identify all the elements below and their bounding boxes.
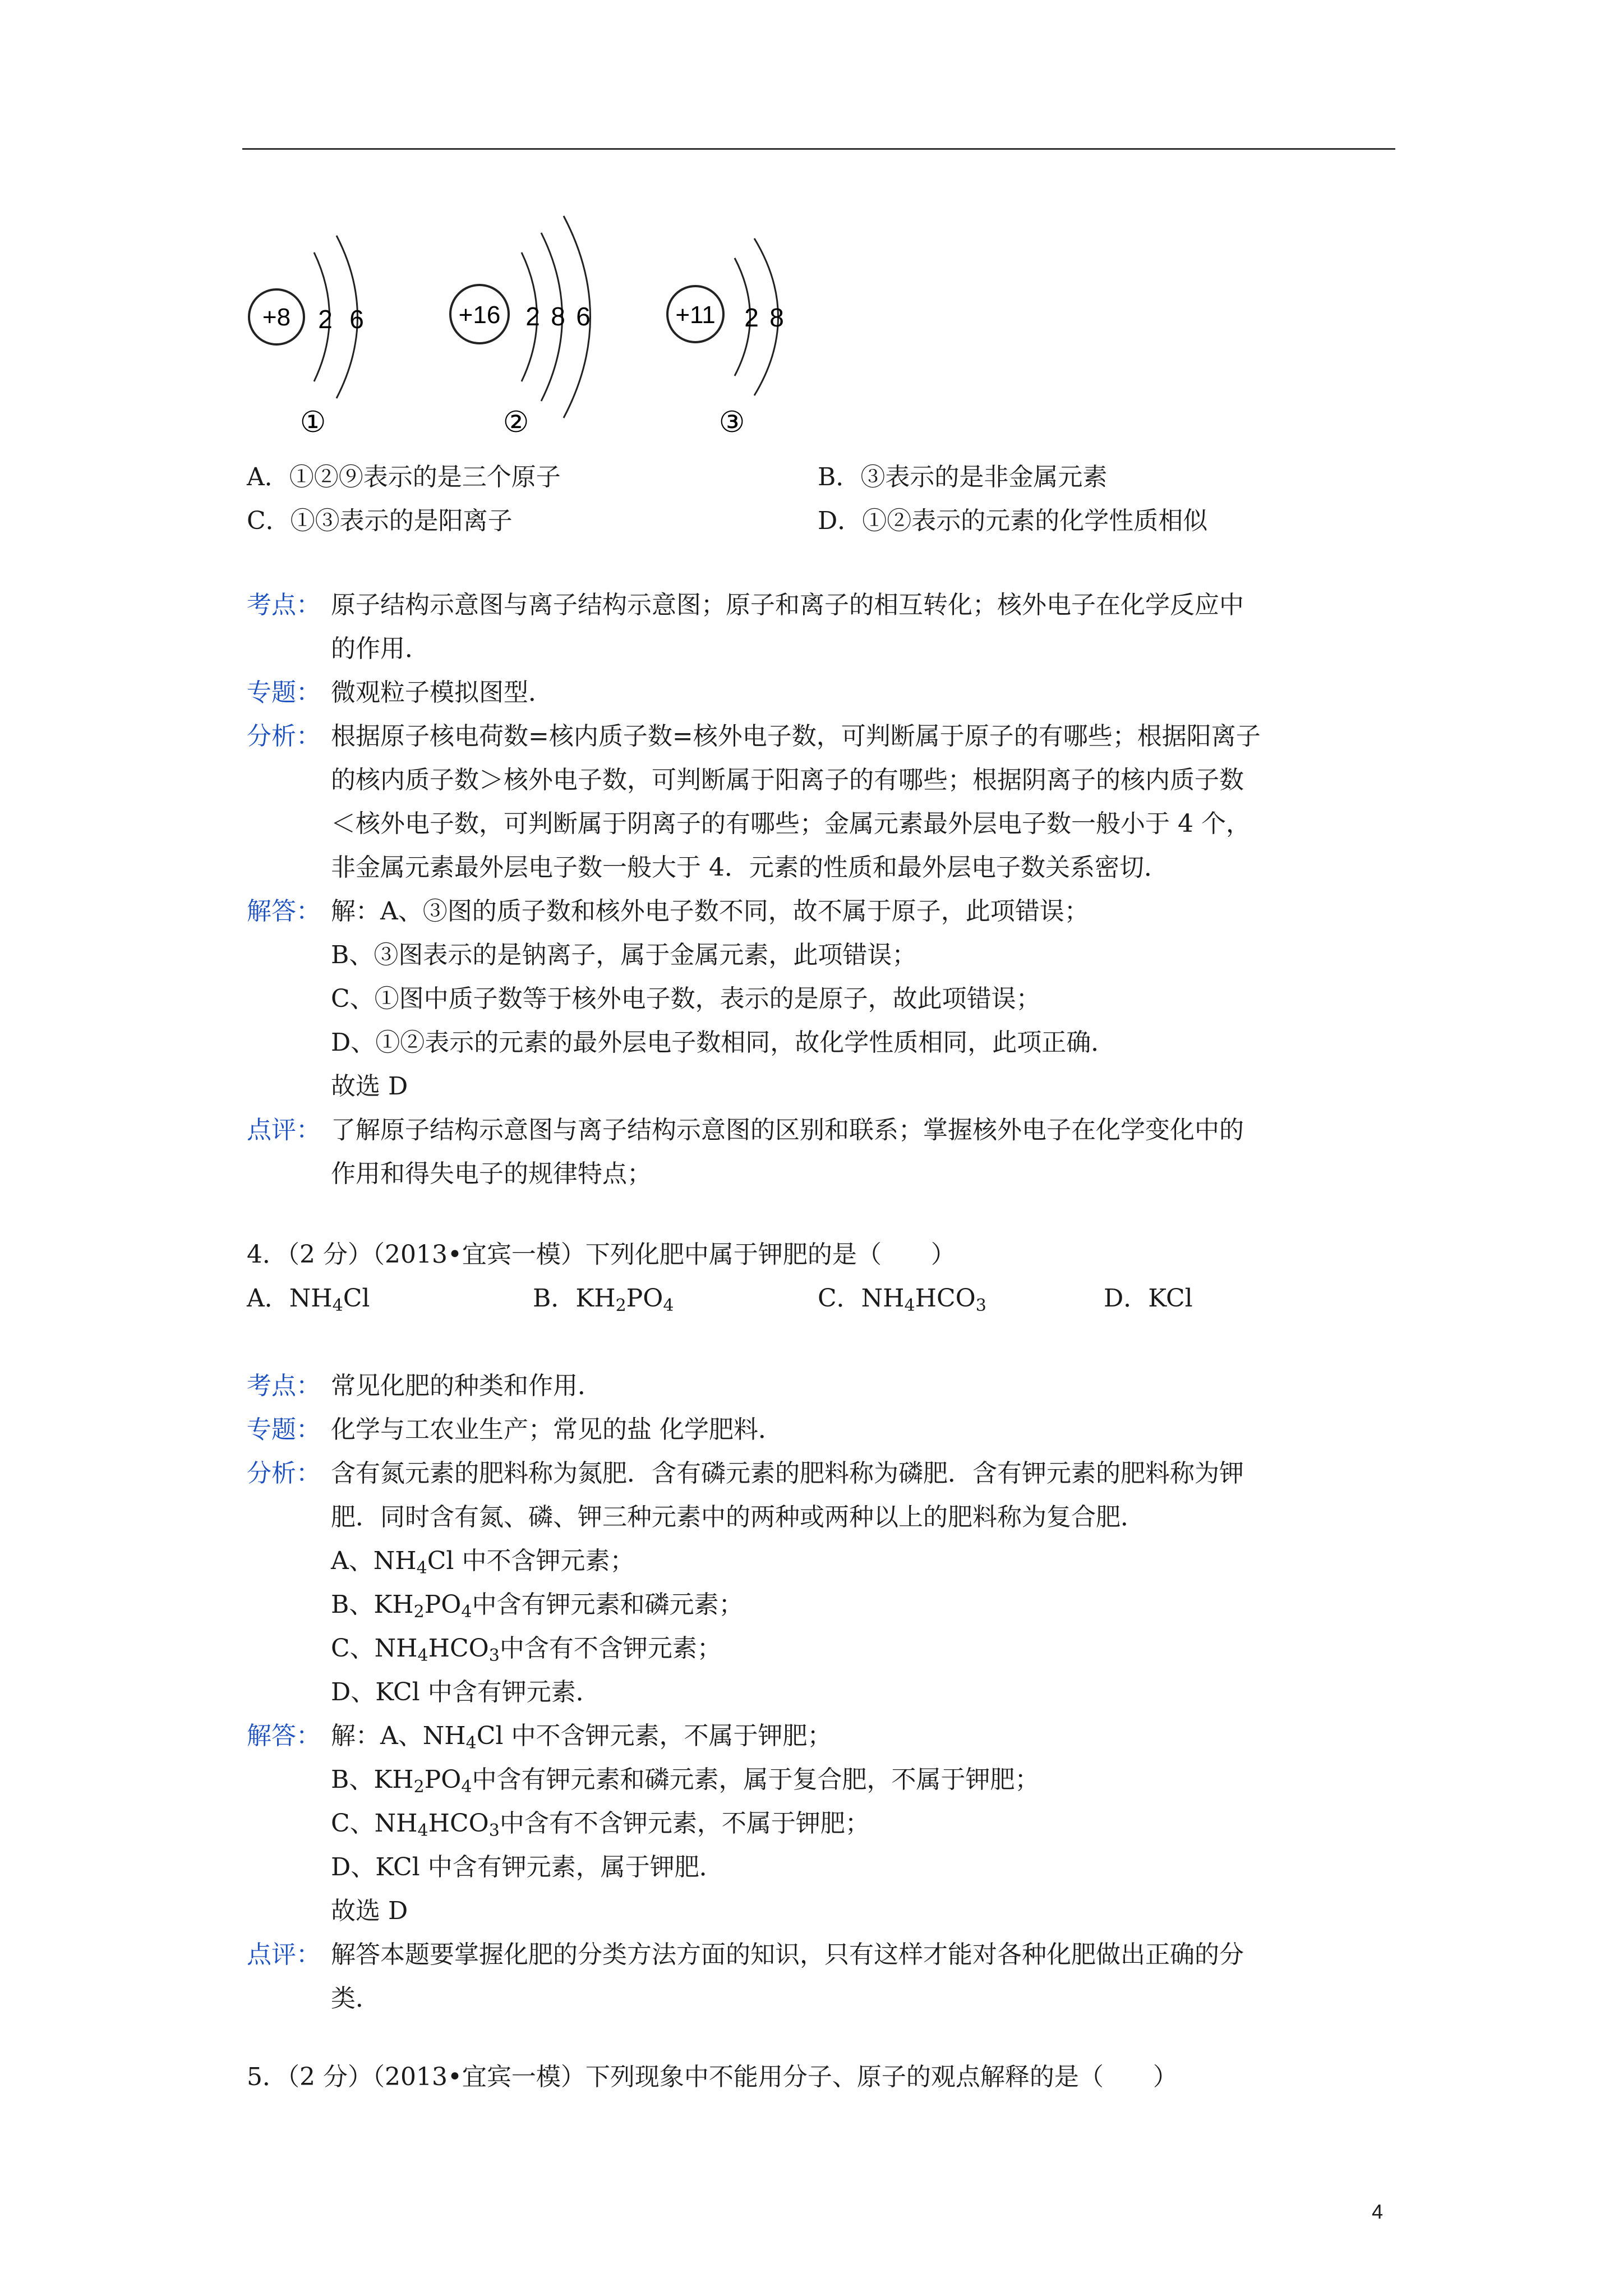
q4-fenxi-item-c: C、$NH_4HCO_3$中含有不含钾元素； [331, 1634, 722, 1665]
q3-kaodian-line-1: 原子结构示意图与离子结构示意图；原子和离子的相互转化；核外电子在化学反应中 [331, 591, 1244, 619]
q3-zhuanti [247, 671, 1402, 715]
q3-jieda-line-3: C、①图中质子数等于核外电子数，表示的是原子，故此项错误； [331, 984, 1041, 1013]
q3-fenxi-line-1: 根据原子核电荷数=核内质子数=核外电子数，可判断属于原子的有哪些；根据阳离子 [331, 722, 1261, 751]
atom-2-shell-3: 6 [576, 302, 591, 331]
q4-jieda-item-c: C、$NH_4HCO_3$中含有不含钾元素，不属于钾肥； [331, 1809, 870, 1841]
q3-fenxi-line-4: 非金属元素最外层电子数一般大于 4．元素的性质和最外层电子数关系密切． [331, 853, 1169, 882]
q5-stem: 5．（2 分）（2013•宜宾一模）下列现象中不能用分子、原子的观点解释的是（ ） [247, 2063, 1178, 2091]
atom-2-nucleus: +16 [458, 301, 501, 329]
fenxi-label: 分析： [247, 722, 321, 751]
q4-dianping-line-1: 解答本题要掌握化肥的分类方法方面的知识，只有这样才能对各种化肥做出正确的分 [331, 1940, 1244, 1969]
atom-1-nucleus: +8 [262, 303, 291, 331]
q4-kaodian-text: 常见化肥的种类和作用． [331, 1372, 602, 1400]
q4-jieda-item-d: D、KCl 中含有钾元素，属于钾肥． [331, 1853, 724, 1881]
atom-3-shell-1: 2 [744, 303, 759, 332]
q4-analysis [247, 1364, 1402, 2021]
q4-dianping [247, 1933, 1402, 2021]
q3-kaodian-line-2: 的作用． [331, 634, 430, 663]
q3-kaodian [247, 583, 1402, 671]
q3-jieda-line-1: 解：A、③图的质子数和核外电子数不同，故不属于原子，此项错误； [331, 897, 1089, 926]
q4-fenxi-item-a: A、$NH_4Cl$ 中不含钾元素； [331, 1547, 635, 1578]
q3-jieda-line-5: 故选 D [331, 1072, 408, 1101]
q4-stem: 4．（2 分）（2013•宜宾一模）下列化肥中属于钾肥的是（ ） [247, 1240, 956, 1269]
q3-option-b: B．③表示的是非金属元素 [818, 463, 1108, 491]
q4-option-d: D．KCl [1104, 1284, 1193, 1313]
q3-dianping-line-1: 了解原子结构示意图与离子结构示意图的区别和联系；掌握核外电子在化学变化中的 [331, 1116, 1244, 1144]
q4-kaodian [247, 1364, 1402, 1408]
atom-1-shell-1: 2 [318, 305, 333, 334]
q3-option-d: D．①②表示的元素的化学性质相似 [818, 507, 1208, 535]
q3-jieda-line-4: D、①②表示的元素的最外层电子数相同，故化学性质相同，此项正确． [331, 1028, 1116, 1057]
q4-option-c: C．$NH_4HCO_3$ [818, 1284, 986, 1315]
q4-option-b: B．$KH_2PO_4$ [533, 1284, 674, 1315]
q4-fenxi-line-1: 含有氮元素的肥料称为氮肥．含有磷元素的肥料称为磷肥．含有钾元素的肥料称为钾 [331, 1459, 1244, 1488]
atom-1-label: ① [299, 406, 326, 439]
atom-2-shell-1: 2 [525, 302, 540, 331]
jieda-label: 解答： [247, 1722, 321, 1750]
q4-dianping-line-2: 类． [331, 1984, 380, 2013]
atom-1-shell-2: 6 [349, 305, 364, 334]
q3-dianping [247, 1108, 1402, 1196]
q3-fenxi [247, 715, 1402, 890]
dianping-label: 点评： [247, 1116, 321, 1144]
q3-dianping-line-2: 作用和得失电子的规律特点； [331, 1159, 652, 1188]
atom-2 [450, 216, 591, 439]
q3-option-c: C．①③表示的是阳离子 [247, 507, 513, 535]
dianping-label: 点评： [247, 1940, 321, 1969]
header-rule [242, 148, 1395, 150]
atom-3-shell-2: 8 [769, 303, 784, 332]
kaodian-label: 考点： [247, 1372, 321, 1400]
atom-2-shell-2: 8 [551, 302, 565, 331]
atom-3-nucleus: +11 [675, 301, 716, 329]
q4-zhuanti-text: 化学与工农业生产；常见的盐 化学肥料． [331, 1415, 783, 1444]
q3-zhuanti-text: 微观粒子模拟图型． [331, 678, 553, 707]
q4-fenxi-item-b: B、$KH_2PO_4$中含有钾元素和磷元素； [331, 1590, 744, 1622]
page-number: 4 [1372, 2200, 1384, 2223]
q4-jieda [247, 1714, 1402, 1933]
zhuanti-label: 专题： [247, 678, 321, 707]
zhuanti-label: 专题： [247, 1415, 321, 1444]
q3-option-a: A．①②⑨表示的是三个原子 [247, 463, 561, 491]
q4-zhuanti [247, 1408, 1402, 1452]
q3-fenxi-line-3: ＜核外电子数，可判断属于阴离子的有哪些；金属元素最外层电子数一般小于 4 个， [331, 809, 1251, 838]
q3-fenxi-line-2: 的核内质子数＞核外电子数，可判断属于阳离子的有哪些；根据阴离子的核内质子数 [331, 766, 1244, 794]
atom-1 [249, 236, 364, 439]
q3-jieda-line-2: B、③图表示的是钠离子，属于金属元素，此项错误； [331, 941, 917, 969]
q4-jieda-item-a: 解：A、$NH_4Cl$ 中不含钾元素，不属于钾肥； [331, 1722, 832, 1753]
q4-jieda-item-b: B、$KH_2PO_4$中含有钾元素和磷元素，属于复合肥，不属于钾肥； [331, 1765, 1040, 1797]
kaodian-label: 考点： [247, 591, 321, 619]
q4-option-a: A．$NH_4Cl$ [247, 1284, 370, 1315]
atom-structure-diagram [247, 213, 836, 449]
q4-fenxi [247, 1452, 1402, 1714]
q3-jieda [247, 890, 1402, 1108]
q4-fenxi-item-d: D、KCl 中含有钾元素． [331, 1678, 601, 1706]
atom-3-label: ③ [718, 406, 745, 439]
jieda-label: 解答： [247, 897, 321, 926]
fenxi-label: 分析： [247, 1459, 321, 1488]
q3-analysis [247, 583, 1402, 1196]
q4-jieda-answer: 故选 D [331, 1897, 408, 1925]
atom-3 [667, 238, 784, 439]
q4-fenxi-line-2: 肥．同时含有氮、磷、钾三种元素中的两种或两种以上的肥料称为复合肥． [331, 1503, 1145, 1531]
atom-2-label: ② [502, 406, 529, 439]
